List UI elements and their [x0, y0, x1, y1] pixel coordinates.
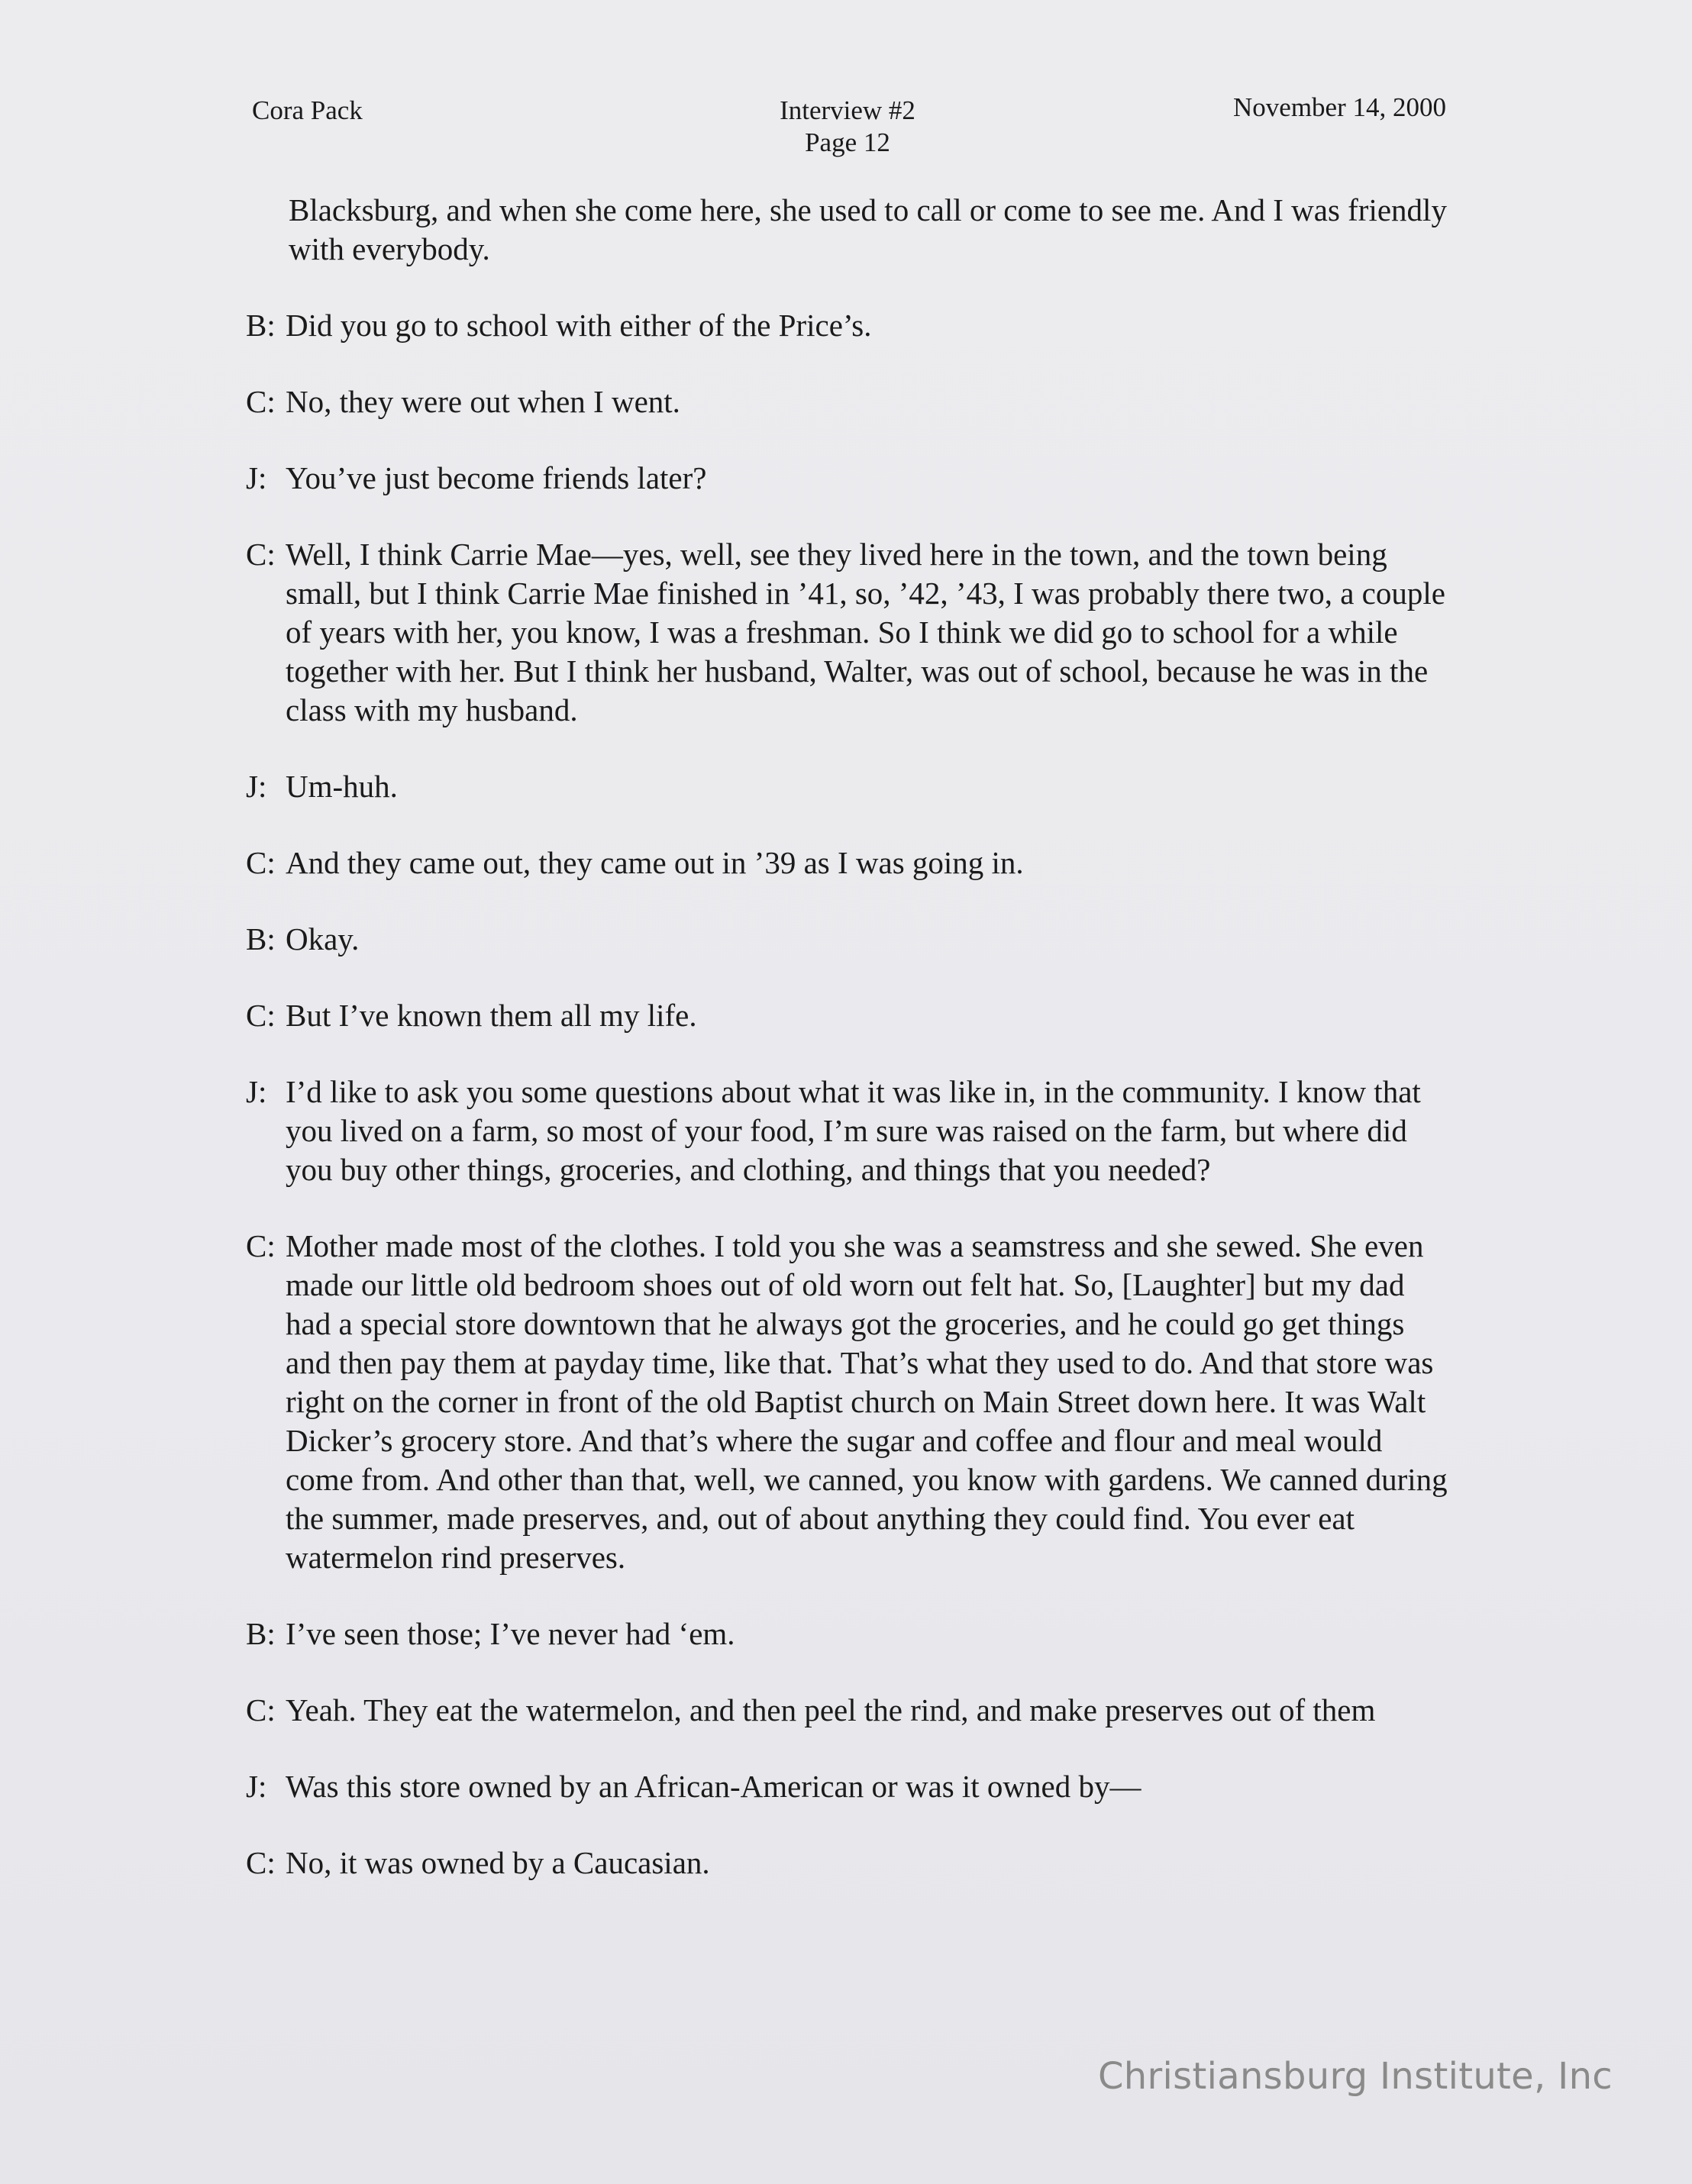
- speaker-label: J:: [246, 1769, 267, 1804]
- header-date: November 14, 2000: [1233, 92, 1446, 122]
- speaker-label: C:: [246, 845, 276, 880]
- speaker-label: J:: [246, 769, 267, 804]
- header-interview-number: Interview #2: [780, 95, 915, 125]
- dialogue-line: [246, 382, 1452, 421]
- speaker-label: J:: [246, 1074, 267, 1109]
- dialogue-line: [246, 1691, 1452, 1730]
- header-page-number: Page 12: [805, 127, 890, 157]
- speaker-label: B:: [246, 1616, 276, 1651]
- speaker-label: J:: [246, 460, 267, 495]
- speaker-label: B:: [246, 921, 276, 957]
- dialogue-text: Yeah. They eat the watermelon, and then peel the rind, and make preserves out of them: [286, 1692, 1376, 1728]
- dialogue-text: Mother made most of the clothes. I told you she was a seamstress and she sewed. She even made our little old bedroom shoes out of old worn out felt hat. So, [Laughter] but my dad had a special store downtown that he always got the groceries, and he could go get things and then pay them at payday time, like that. That’s what they used to do. And that store was right on the corner in front of the old Baptist church on Main Street down here. It was Walt Dicker’s grocery store. And that’s where the sugar and coffee and flour and meal would come from. And other than that, well, we canned, you know with gardens. We canned during the summer, made preserves, and, out of about anything they could find. You ever eat watermelon rind preserves.: [286, 1228, 1448, 1575]
- dialogue-line: [246, 459, 1452, 498]
- speaker-label: C:: [246, 1845, 276, 1880]
- speaker-label: B:: [246, 308, 276, 343]
- dialogue-text: Did you go to school with either of the Price’s.: [286, 308, 872, 343]
- watermark: Christiansburg Institute, Inc: [1097, 2055, 1613, 2098]
- dialogue-line: [246, 1615, 1452, 1653]
- transcript-continuation: Blacksburg, and when she come here, she used to call or come to see me. And I was friendly with everybody.: [289, 192, 1447, 266]
- speaker-label: C:: [246, 537, 276, 572]
- dialogue-text: You’ve just become friends later?: [286, 460, 707, 495]
- dialogue-line: [246, 1767, 1452, 1806]
- dialogue-text: No, they were out when I went.: [286, 384, 680, 419]
- speaker-label: C:: [246, 998, 276, 1033]
- dialogue-text: And they came out, they came out in ’39 as I was going in.: [286, 845, 1024, 880]
- speaker-label: C:: [246, 384, 276, 419]
- header-interviewee-name: Cora Pack: [252, 95, 363, 125]
- dialogue-line: [246, 844, 1452, 882]
- dialogue-line: [246, 1844, 1452, 1882]
- dialogue-text: Um-huh.: [286, 769, 398, 804]
- dialogue-text: Okay.: [286, 921, 360, 957]
- header-interview-info: [733, 95, 962, 159]
- dialogue-line: [246, 1227, 1452, 1577]
- dialogue-line: [246, 920, 1452, 959]
- dialogue-text: I’d like to ask you some questions about what it was like in, in the community. I know that you lived on a farm, so most of your food, I’m sure was raised on the farm, but where did you buy other things, groceries, and clothing, and things that you needed?: [286, 1074, 1421, 1187]
- dialogue-text: I’ve seen those; I’ve never had ‘em.: [286, 1616, 735, 1651]
- speaker-label: C:: [246, 1228, 276, 1263]
- dialogue-line: [246, 1073, 1452, 1189]
- speaker-label: C:: [246, 1692, 276, 1728]
- dialogue-text: But I’ve known them all my life.: [286, 998, 697, 1033]
- transcript-body: [246, 191, 1452, 1920]
- dialogue-line: [246, 306, 1452, 345]
- dialogue-line: [246, 767, 1452, 806]
- dialogue-text: Well, I think Carrie Mae—yes, well, see they lived here in the town, and the town being small, but I think Carrie Mae finished in ’41, so, ’42, ’43, I was probably there two, a couple of years with her, you know, I was a freshman. So I think we did go to school for a while together with her. But I think her husband, Walter, was out of school, because he was in the class with my husband.: [286, 537, 1445, 727]
- dialogue-line: [246, 996, 1452, 1035]
- dialogue-text: Was this store owned by an African-American or was it owned by—: [286, 1769, 1141, 1804]
- dialogue-text: No, it was owned by a Caucasian.: [286, 1845, 710, 1880]
- dialogue-line: [246, 535, 1452, 730]
